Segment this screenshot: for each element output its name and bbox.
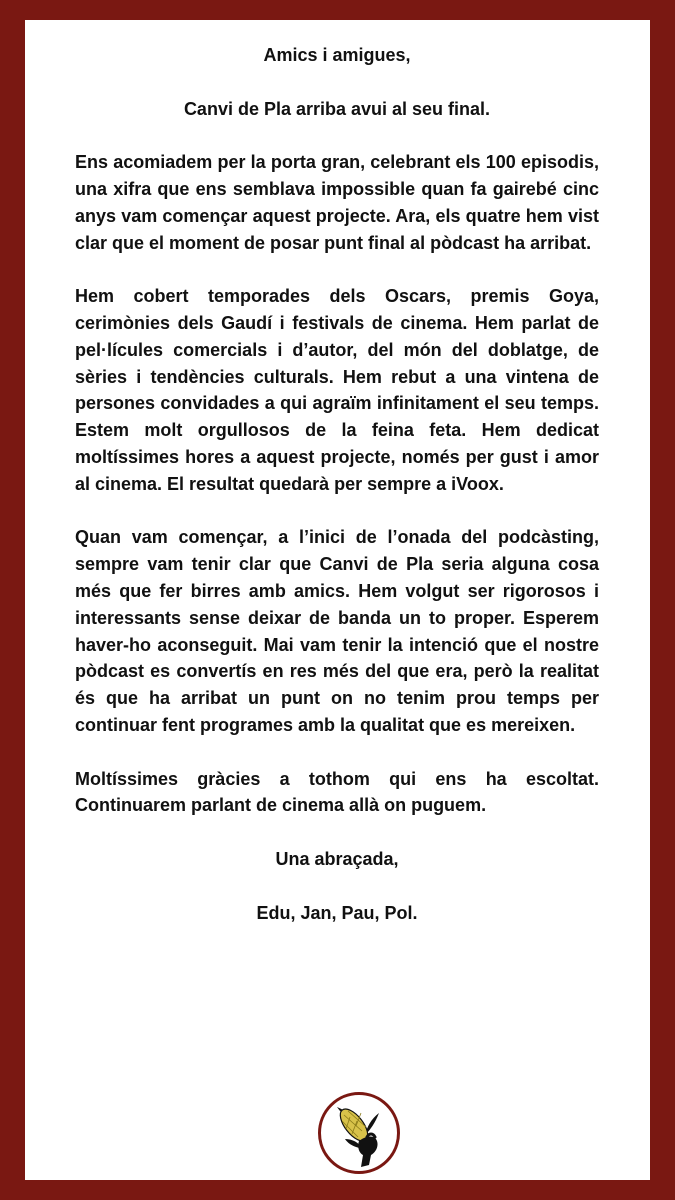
paragraph-farewell: Ens acomiadem per la porta gran, celebrant els 100 episodis, una xifra que ens semblava impossible quan fa gairebé cinc anys vam començar aquest projecte. Ara, els quatre hem vist clar que el moment de posar punt final al pòdcast ha arribat. [75, 152, 599, 253]
greeting: Amics i amigues, [263, 45, 411, 65]
headline: Canvi de Pla arriba avui al seu final. [183, 98, 491, 119]
closing: Una abraçada, [275, 848, 399, 869]
letter-card [25, 20, 650, 1180]
paragraph-achievements: Hem cobert temporades dels Oscars, premis Goya, cerimònies dels Gaudí i festivals de cinema. Hem parlat de pel·lícules comercials i d’autor, del món del doblatge, de sèries i tendències culturals. Hem rebut a una vintena de persones convidades a qui agraïm infinitament el seu temps. Estem molt orgullosos de la feina feta. Hem dedicat moltíssimes hores a aquest projecte, només per gust i amor al cinema. El resultat quedarà per sempre a iVoox. [75, 286, 599, 494]
letter-body [75, 42, 599, 926]
paragraph-thanks: Moltíssimes gràcies a tothom qui ens ha escoltat. Continuarem parlant de cinema allà on puguem. [75, 768, 599, 816]
hand-holding-corn-icon [317, 1091, 401, 1175]
paragraph-reasons: Quan vam començar, a l’inici de l’onada del podcàsting, sempre vam tenir clar que Canvi de Pla seria alguna cosa més que fer birres amb amics. Hem volgut ser rigorosos i interessants sense deixar de banda un to proper. Esperem haver-ho aconseguit. Mai vam tenir la intenció que el nostre pòdcast es convertís en res més del que era, però la realitat és que ha arribat un punt on no tenim prou temps per continuar fent programes amb la qualitat que es mereixen. [75, 527, 599, 735]
signature: Edu, Jan, Pau, Pol. [256, 902, 418, 923]
